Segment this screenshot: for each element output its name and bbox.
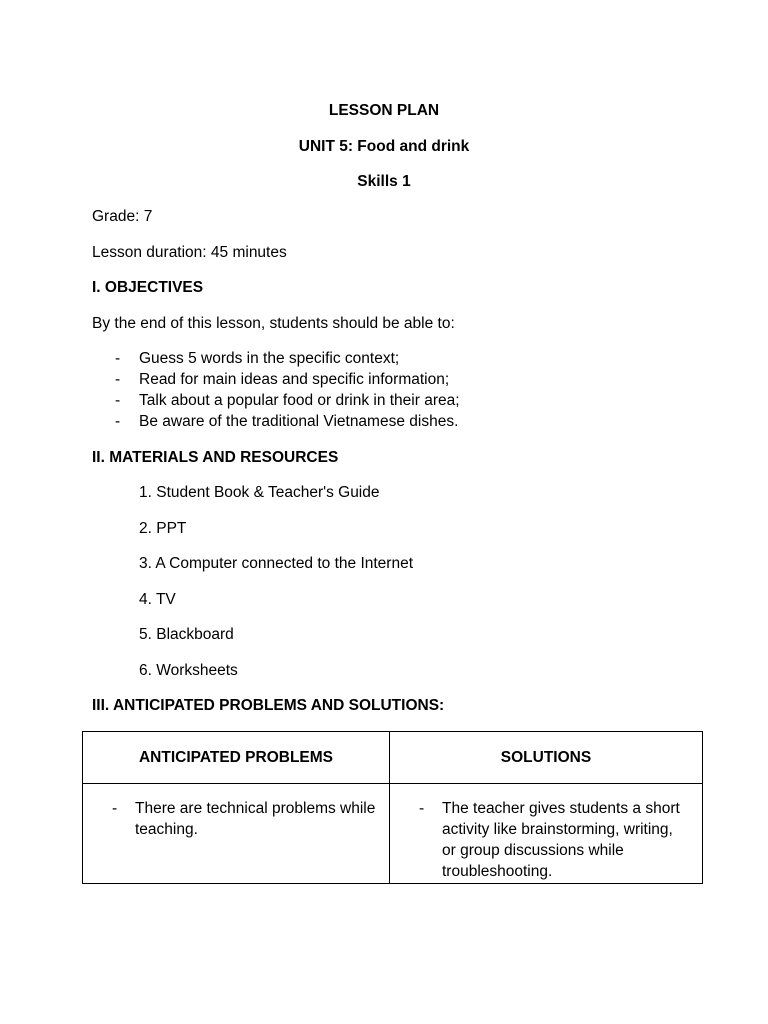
solution-text: The teacher gives students a short activity like brainstorming, writing, or group discussions while troubleshooting.	[442, 800, 680, 880]
duration-line: Lesson duration: 45 minutes	[92, 244, 287, 261]
list-item: 4. TV	[139, 591, 176, 608]
objective-text: Read for main ideas and specific information;	[139, 371, 450, 388]
skill-title: Skills 1	[357, 173, 411, 190]
unit-title: UNIT 5: Food and drink	[298, 138, 470, 155]
list-item: 5. Blackboard	[139, 626, 234, 643]
list-item: 1. Student Book & Teacher's Guide	[139, 484, 380, 501]
column-header-problems: ANTICIPATED PROBLEMS	[83, 732, 390, 784]
objective-text: Guess 5 words in the specific context;	[139, 350, 400, 367]
bullet-dash: -	[115, 371, 121, 388]
materials-heading: II. MATERIALS AND RESOURCES	[92, 449, 339, 466]
solution-cell	[390, 784, 703, 884]
column-header-solutions: SOLUTIONS	[390, 732, 703, 784]
list-item	[390, 784, 702, 882]
grade-line: Grade: 7	[92, 208, 153, 225]
list-item: 6. Worksheets	[139, 662, 238, 679]
list-item: 3. A Computer connected to the Internet	[139, 555, 414, 572]
table-header-row	[83, 732, 703, 784]
list-item	[83, 784, 389, 840]
bullet-dash: -	[115, 350, 121, 367]
objective-text: Talk about a popular food or drink in their area;	[139, 392, 460, 409]
problems-heading: III. ANTICIPATED PROBLEMS AND SOLUTIONS:	[92, 697, 445, 714]
objectives-heading: I. OBJECTIVES	[92, 279, 204, 296]
bullet-dash: -	[115, 413, 121, 430]
bullet-dash: -	[112, 800, 118, 817]
bullet-dash: -	[419, 800, 425, 817]
table-row	[83, 784, 703, 884]
problem-text: There are technical problems while teaching.	[135, 800, 376, 838]
bullet-dash: -	[115, 392, 121, 409]
problem-cell	[83, 784, 390, 884]
problems-table	[82, 731, 703, 884]
objective-text: Be aware of the traditional Vietnamese dishes.	[139, 413, 459, 430]
objectives-intro: By the end of this lesson, students should be able to:	[92, 315, 455, 332]
page-title: LESSON PLAN	[328, 102, 440, 119]
list-item: 2. PPT	[139, 520, 187, 537]
